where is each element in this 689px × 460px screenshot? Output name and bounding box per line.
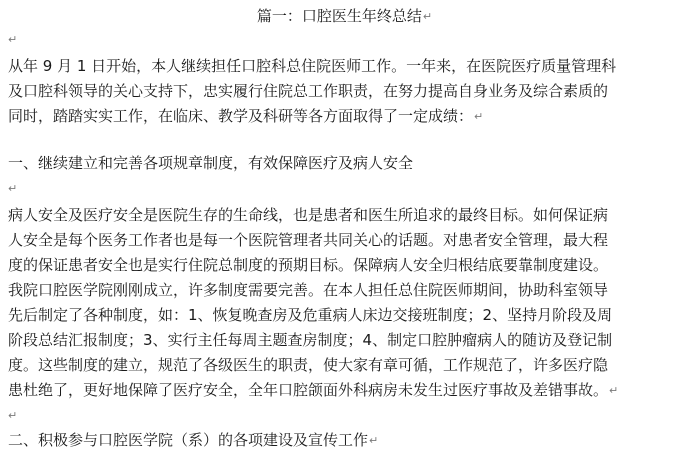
document-title-text: 篇一：口腔医生年终总结 (256, 7, 422, 25)
section-heading-1-text: 一、继续建立和完善各项规章制度，有效保障医疗及病人安全 (8, 154, 414, 172)
paragraph-mark-icon: ↵ (422, 10, 433, 23)
body-line (8, 354, 684, 376)
body-line (8, 379, 684, 402)
paragraph-mark-icon: ↵ (609, 384, 619, 397)
body-line-text: 阶段总结汇报制度；3、实行主任每周主题查房制度；4、制定口腔肿瘤病人的随访及登记制 (8, 331, 613, 349)
body-line-text: 度的保证患者安全也是实行住院总制度的预期目标。保障病人安全归根结底要靠制度建设。 (8, 256, 609, 274)
body-line-text: 度。这些制度的建立，规范了各级医生的职责，使大家有章可循，工作规范了，许多医疗隐 (8, 356, 609, 374)
body-line (8, 279, 684, 301)
body-line (8, 229, 684, 251)
body-line (8, 204, 684, 226)
intro-line (8, 105, 684, 128)
paragraph-mark-icon: ↵ (8, 409, 18, 422)
paragraph-mark-icon: ↵ (8, 33, 18, 46)
body-line (8, 304, 684, 326)
section-heading-1 (8, 152, 684, 174)
paragraph-mark-icon: ↵ (8, 182, 18, 195)
body-line-text: 我院口腔医学院刚刚成立，许多制度需要完善。在本人担任总住院医师期间，协助科室领导 (8, 281, 609, 299)
paragraph-mark-icon: ↵ (474, 110, 484, 123)
body-line (8, 329, 684, 351)
body-line-text: 人安全是每个医务工作者也是每一个医院管理者共同关心的话题。对患者安全管理，最大程 (8, 231, 609, 249)
section-heading-2-text: 二、积极参与口腔医学院（系）的各项建设及宣传工作 (8, 431, 369, 449)
body-line-text: 病人安全及医疗安全是医院生存的生命线，也是患者和医生所追求的最终目标。如何保证病 (8, 206, 609, 224)
body-line-text: 先后制定了各种制度，如：1、恢复晚查房及危重病人床边交接班制度；2、坚持月阶段及周 (8, 306, 613, 324)
body-line-text: 患杜绝了，更好地保障了医疗安全，全年口腔颌面外科病房未发生过医疗事故及差错事故。 (8, 381, 609, 399)
body-line (8, 254, 684, 276)
intro-line-text: 从年 9 月 1 日开始，本人继续担任口腔科总住院医师工作。一年来，在医院医疗质量管理科 (8, 57, 617, 75)
section-heading-2 (8, 429, 684, 452)
intro-line-text: 及口腔科领导的关心支持下，忠实履行住院总工作职责，在努力提高自身业务及综合素质的 (8, 82, 609, 100)
intro-line (8, 80, 684, 102)
intro-line (8, 55, 684, 77)
paragraph-mark-icon: ↵ (369, 434, 379, 447)
document-title (0, 5, 689, 28)
intro-line-text: 同时，踏踏实实工作，在临床、教学及科研等各方面取得了一定成绩： (8, 107, 474, 125)
